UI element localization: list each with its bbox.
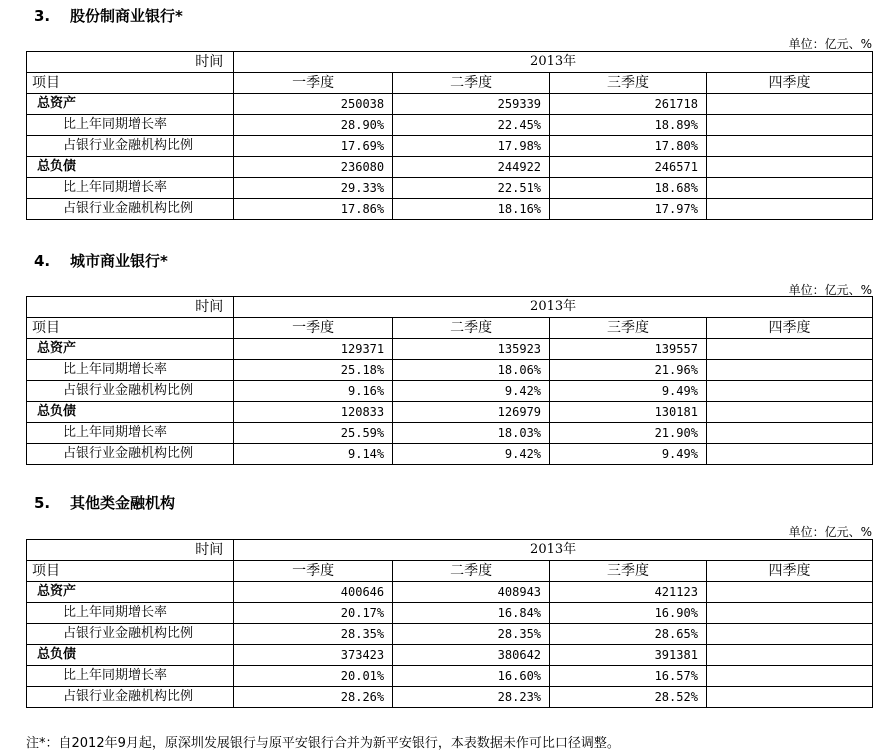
cell-q4 bbox=[706, 444, 872, 465]
quarter-header-q4: 四季度 bbox=[706, 73, 872, 94]
cell-q4 bbox=[706, 687, 872, 708]
cell-q2: 22.51% bbox=[393, 178, 550, 199]
cell-q3: 139557 bbox=[550, 339, 707, 360]
cell-q2: 18.06% bbox=[393, 360, 550, 381]
row-label: 总负债 bbox=[27, 402, 234, 423]
section-title bbox=[34, 5, 183, 26]
unit-label: 单位：亿元、% bbox=[788, 525, 872, 539]
cell-q2: 135923 bbox=[393, 339, 550, 360]
section-number: 5. bbox=[34, 494, 51, 512]
cell-q4 bbox=[706, 115, 872, 136]
section-number: 3. bbox=[34, 7, 51, 25]
table-header-row-year bbox=[27, 52, 873, 73]
row-label: 比上年同期增长率 bbox=[27, 360, 234, 381]
item-header: 项目 bbox=[27, 561, 234, 582]
cell-q1: 129371 bbox=[234, 339, 393, 360]
cell-q4 bbox=[706, 624, 872, 645]
cell-q1: 20.17% bbox=[234, 603, 393, 624]
cell-q3: 16.57% bbox=[550, 666, 707, 687]
cell-q3: 21.90% bbox=[550, 423, 707, 444]
table-row bbox=[27, 136, 873, 157]
table-row bbox=[27, 645, 873, 666]
quarter-header-q1: 一季度 bbox=[234, 73, 393, 94]
cell-q2: 380642 bbox=[393, 645, 550, 666]
cell-q2: 9.42% bbox=[393, 381, 550, 402]
cell-q2: 126979 bbox=[393, 402, 550, 423]
data-table bbox=[26, 539, 873, 708]
table-header-row-year bbox=[27, 540, 873, 561]
cell-q4 bbox=[706, 666, 872, 687]
row-label: 总资产 bbox=[27, 94, 234, 115]
cell-q3: 9.49% bbox=[550, 444, 707, 465]
footnote: 注*：自2012年9月起，原深圳发展银行与原平安银行合并为新平安银行，本表数据未作可比口径调整。 bbox=[26, 736, 620, 751]
row-label: 比上年同期增长率 bbox=[27, 115, 234, 136]
quarter-header-q3: 三季度 bbox=[550, 73, 707, 94]
row-label: 占银行业金融机构比例 bbox=[27, 687, 234, 708]
table-row bbox=[27, 666, 873, 687]
cell-q3: 261718 bbox=[550, 94, 707, 115]
row-label: 总负债 bbox=[27, 157, 234, 178]
time-header: 时间 bbox=[27, 52, 234, 73]
table-row bbox=[27, 381, 873, 402]
row-label: 占银行业金融机构比例 bbox=[27, 381, 234, 402]
cell-q1: 120833 bbox=[234, 402, 393, 423]
cell-q3: 21.96% bbox=[550, 360, 707, 381]
cell-q1: 373423 bbox=[234, 645, 393, 666]
cell-q1: 9.16% bbox=[234, 381, 393, 402]
row-label: 比上年同期增长率 bbox=[27, 178, 234, 199]
year-header: 2013年 bbox=[234, 540, 873, 561]
table-row bbox=[27, 178, 873, 199]
cell-q2: 17.98% bbox=[393, 136, 550, 157]
cell-q1: 17.69% bbox=[234, 136, 393, 157]
table-row bbox=[27, 360, 873, 381]
quarter-header-q2: 二季度 bbox=[393, 561, 550, 582]
cell-q1: 20.01% bbox=[234, 666, 393, 687]
year-header: 2013年 bbox=[234, 297, 873, 318]
table-row bbox=[27, 339, 873, 360]
cell-q4 bbox=[706, 199, 872, 220]
cell-q3: 17.80% bbox=[550, 136, 707, 157]
cell-q4 bbox=[706, 339, 872, 360]
row-label: 占银行业金融机构比例 bbox=[27, 136, 234, 157]
cell-q3: 17.97% bbox=[550, 199, 707, 220]
cell-q4 bbox=[706, 582, 872, 603]
table-header-row-quarters bbox=[27, 318, 873, 339]
cell-q2: 244922 bbox=[393, 157, 550, 178]
cell-q4 bbox=[706, 178, 872, 199]
cell-q4 bbox=[706, 136, 872, 157]
cell-q1: 28.35% bbox=[234, 624, 393, 645]
cell-q3: 421123 bbox=[550, 582, 707, 603]
row-label: 占银行业金融机构比例 bbox=[27, 199, 234, 220]
row-label: 比上年同期增长率 bbox=[27, 423, 234, 444]
cell-q2: 408943 bbox=[393, 582, 550, 603]
cell-q4 bbox=[706, 645, 872, 666]
table-header-row-quarters bbox=[27, 561, 873, 582]
cell-q1: 250038 bbox=[234, 94, 393, 115]
cell-q3: 28.52% bbox=[550, 687, 707, 708]
section-title-text: 城市商业银行* bbox=[70, 252, 168, 270]
cell-q1: 25.59% bbox=[234, 423, 393, 444]
section-number: 4. bbox=[34, 252, 51, 270]
cell-q2: 28.35% bbox=[393, 624, 550, 645]
data-table bbox=[26, 51, 873, 220]
table-row bbox=[27, 624, 873, 645]
cell-q3: 130181 bbox=[550, 402, 707, 423]
cell-q1: 29.33% bbox=[234, 178, 393, 199]
table-row bbox=[27, 199, 873, 220]
cell-q3: 28.65% bbox=[550, 624, 707, 645]
quarter-header-q1: 一季度 bbox=[234, 561, 393, 582]
cell-q4 bbox=[706, 402, 872, 423]
quarter-header-q3: 三季度 bbox=[550, 561, 707, 582]
cell-q2: 16.60% bbox=[393, 666, 550, 687]
table-row bbox=[27, 402, 873, 423]
quarter-header-q4: 四季度 bbox=[706, 318, 872, 339]
cell-q2: 18.16% bbox=[393, 199, 550, 220]
quarter-header-q2: 二季度 bbox=[393, 73, 550, 94]
time-header: 时间 bbox=[27, 297, 234, 318]
time-header: 时间 bbox=[27, 540, 234, 561]
row-label: 比上年同期增长率 bbox=[27, 666, 234, 687]
cell-q2: 16.84% bbox=[393, 603, 550, 624]
cell-q1: 9.14% bbox=[234, 444, 393, 465]
table-row bbox=[27, 444, 873, 465]
cell-q3: 16.90% bbox=[550, 603, 707, 624]
cell-q1: 236080 bbox=[234, 157, 393, 178]
cell-q1: 25.18% bbox=[234, 360, 393, 381]
cell-q3: 9.49% bbox=[550, 381, 707, 402]
table-row bbox=[27, 687, 873, 708]
cell-q4 bbox=[706, 157, 872, 178]
quarter-header-q1: 一季度 bbox=[234, 318, 393, 339]
table-row bbox=[27, 582, 873, 603]
table-row bbox=[27, 603, 873, 624]
cell-q3: 246571 bbox=[550, 157, 707, 178]
item-header: 项目 bbox=[27, 318, 234, 339]
year-header: 2013年 bbox=[234, 52, 873, 73]
cell-q1: 28.26% bbox=[234, 687, 393, 708]
cell-q1: 28.90% bbox=[234, 115, 393, 136]
table-header-row-year bbox=[27, 297, 873, 318]
row-label: 总负债 bbox=[27, 645, 234, 666]
section-title bbox=[34, 250, 168, 271]
cell-q4 bbox=[706, 603, 872, 624]
row-label: 占银行业金融机构比例 bbox=[27, 624, 234, 645]
table-row bbox=[27, 115, 873, 136]
cell-q3: 391381 bbox=[550, 645, 707, 666]
cell-q4 bbox=[706, 360, 872, 381]
quarter-header-q2: 二季度 bbox=[393, 318, 550, 339]
item-header: 项目 bbox=[27, 73, 234, 94]
data-table bbox=[26, 296, 873, 465]
cell-q3: 18.89% bbox=[550, 115, 707, 136]
row-label: 总资产 bbox=[27, 582, 234, 603]
cell-q2: 18.03% bbox=[393, 423, 550, 444]
table-row bbox=[27, 94, 873, 115]
row-label: 总资产 bbox=[27, 339, 234, 360]
unit-label: 单位：亿元、% bbox=[788, 283, 872, 297]
section-title-text: 股份制商业银行* bbox=[70, 7, 183, 25]
cell-q3: 18.68% bbox=[550, 178, 707, 199]
unit-label: 单位：亿元、% bbox=[788, 37, 872, 51]
table-header-row-quarters bbox=[27, 73, 873, 94]
cell-q2: 9.42% bbox=[393, 444, 550, 465]
row-label: 占银行业金融机构比例 bbox=[27, 444, 234, 465]
section-title-text: 其他类金融机构 bbox=[70, 494, 176, 512]
cell-q4 bbox=[706, 381, 872, 402]
quarter-header-q3: 三季度 bbox=[550, 318, 707, 339]
cell-q2: 259339 bbox=[393, 94, 550, 115]
quarter-header-q4: 四季度 bbox=[706, 561, 872, 582]
cell-q4 bbox=[706, 423, 872, 444]
cell-q2: 28.23% bbox=[393, 687, 550, 708]
cell-q1: 17.86% bbox=[234, 199, 393, 220]
table-row bbox=[27, 423, 873, 444]
cell-q1: 400646 bbox=[234, 582, 393, 603]
cell-q2: 22.45% bbox=[393, 115, 550, 136]
row-label: 比上年同期增长率 bbox=[27, 603, 234, 624]
section-title bbox=[34, 492, 175, 513]
cell-q4 bbox=[706, 94, 872, 115]
table-row bbox=[27, 157, 873, 178]
